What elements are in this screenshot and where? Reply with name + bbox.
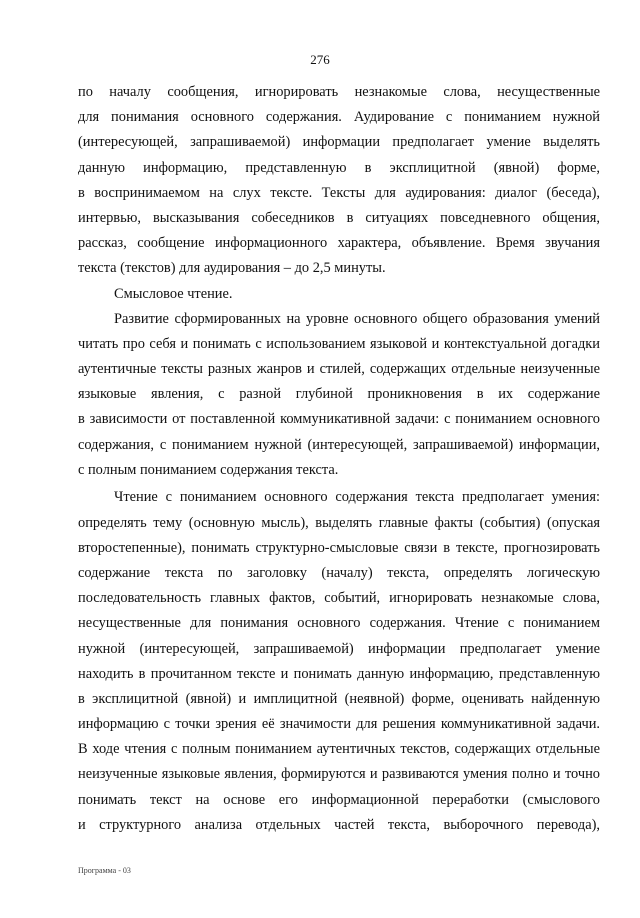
page-number: 276: [310, 52, 330, 67]
text-line: последовательность главных фактов, событий, игнорировать незнакомые слова,: [78, 590, 600, 607]
text-line: определять тему (основную мысль), выделять главные факты (события) (опуская: [78, 514, 600, 531]
text-line: второстепенные), понимать структурно-смысловые связи в тексте, прогнозировать: [78, 539, 600, 556]
text-line: находить в прочитанном тексте и понимать данную информацию, представленную: [78, 665, 600, 682]
text-line: содержания, с пониманием нужной (интересующей, запрашиваемой) информации,: [78, 436, 600, 453]
text-line: по началу сообщения, игнорировать незнакомые слова, несущественные: [78, 84, 600, 100]
text-line: в эксплицитной (явной) и имплицитной (неявной) форме, оценивать найденную: [78, 690, 600, 707]
text-line: несущественные для понимания основного содержания. Чтение с пониманием: [78, 615, 600, 632]
text-line: рассказ, сообщение информационного характера, объявление. Время звучания: [78, 235, 600, 252]
text-line: В ходе чтения с полным пониманием аутентичных текстов, содержащих отдельные: [78, 741, 600, 758]
text-line: понимать текст на основе его информационной переработки (смыслового: [78, 791, 600, 808]
text-line: аутентичные тексты разных жанров и стилей, содержащих отдельные неизученные: [78, 361, 600, 378]
text-line: нужной (интересующей, запрашиваемой) информации предполагает умение: [78, 640, 600, 657]
text-line: содержание текста по заголовку (началу) текста, определять логическую: [78, 564, 600, 581]
text-line: в воспринимаемом на слух тексте. Тексты для аудирования: диалог (беседа),: [78, 184, 600, 201]
text-line: (интересующей, запрашиваемой) информации предполагает умение выделять: [78, 134, 600, 151]
section-heading: Смысловое чтение.: [114, 285, 233, 302]
text-line: информацию с точки зрения её значимости для решения коммуникативной задачи.: [78, 716, 600, 733]
text-line: для понимания основного содержания. Аудирование с пониманием нужной: [78, 109, 600, 126]
text-line: Чтение с пониманием основного содержания текста предполагает умения:: [114, 489, 600, 506]
text-line: Развитие сформированных на уровне основного общего образования умений: [114, 310, 600, 327]
text-line: текста (текстов) для аудирования – до 2,5 минуты.: [78, 260, 386, 277]
text-line: и структурного анализа отдельных частей текста, выборочного перевода),: [78, 816, 600, 833]
text-line: читать про себя и понимать с использованием языковой и контекстуальной догадки: [78, 335, 600, 352]
text-line: интервью, высказывания собеседников в ситуациях повседневного общения,: [78, 209, 600, 226]
page-footer: Программа - 03: [78, 866, 131, 875]
text-line: языковые явления, с разной глубиной проникновения в их содержание: [78, 386, 600, 403]
body-text: [78, 80, 600, 838]
text-line: данную информацию, представленную в эксплицитной (явной) форме,: [78, 159, 600, 176]
text-line: в зависимости от поставленной коммуникативной задачи: с пониманием основного: [78, 411, 600, 428]
text-line: неизученные языковые явления, формируются и развиваются умения полно и точно: [78, 766, 600, 783]
text-line: с полным пониманием содержания текста.: [78, 461, 339, 478]
